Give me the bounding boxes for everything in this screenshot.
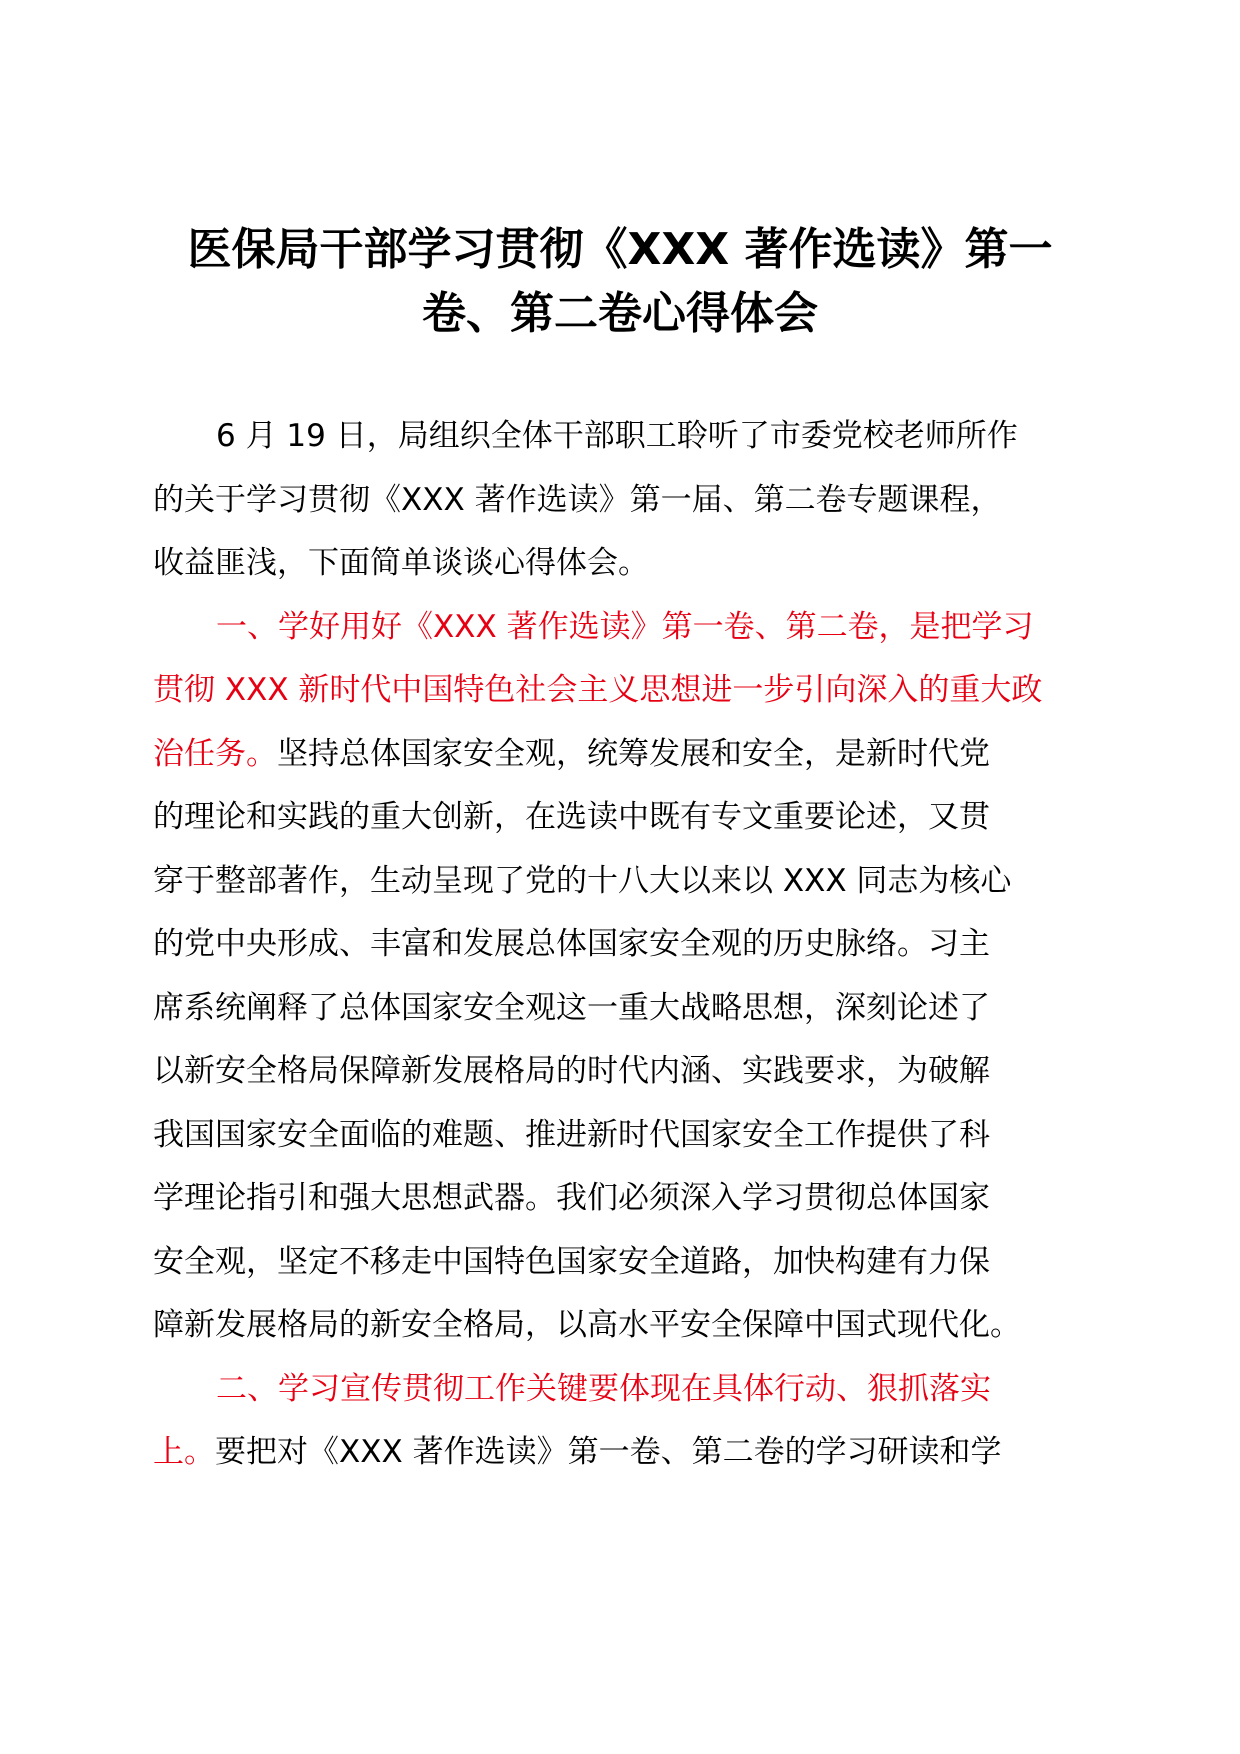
intro-line-3: 收益匪浅，下面简单谈谈心得体会。 <box>153 545 649 581</box>
title-line-1: 医保局干部学习贯彻《XXX 著作选读》第一 <box>187 224 1053 275</box>
section-one-body-line: 障新发展格局的新安全格局，以高水平安全保障中国式现代化。 <box>153 1307 1021 1343</box>
section-two-body-start: 要把对《XXX 著作选读》第一卷、第二卷的学习研读和学 <box>215 1434 1002 1470</box>
paragraph-section-two <box>153 1358 1093 1485</box>
intro-line-2: 的关于学习贯彻《XXX 著作选读》第一届、第二卷专题课程， <box>153 481 1002 518</box>
section-one-body-line: 安全观，坚定不移走中国特色国家安全道路，加快构建有力保 <box>153 1243 990 1280</box>
paragraph-section-one <box>153 596 1093 1358</box>
section-two-heading-line-1: 二、学习宣传贯彻工作关键要体现在具体行动、狠抓落实 <box>216 1370 991 1407</box>
section-one-body-line: 的党中央形成、丰富和发展总体国家安全观的历史脉络。习主 <box>153 926 990 962</box>
section-one-body-line: 席系统阐释了总体国家安全观这一重大战略思想，深刻论述了 <box>153 989 990 1026</box>
section-one-heading-line-1: 一、学好用好《XXX 著作选读》第一卷、第二卷，是把学习 <box>216 608 1034 645</box>
section-two-line-2 <box>153 1421 1093 1485</box>
section-one-body-start: 坚持总体国家安全观，统筹发展和安全，是新时代党 <box>277 735 990 772</box>
section-two-heading-end: 上。 <box>153 1434 215 1470</box>
paragraph-intro <box>153 405 1093 596</box>
document-body <box>153 405 1093 1485</box>
intro-line-1: 6 月 19 日，局组织全体干部职工聆听了市委党校老师所作 <box>216 418 1018 454</box>
section-one-heading-end: 治任务。 <box>153 735 277 772</box>
section-one-line-3 <box>153 723 1093 787</box>
section-one-body-line: 学理论指引和强大思想武器。我们必须深入学习贯彻总体国家 <box>153 1180 990 1216</box>
section-one-heading-line-2: 贯彻 XXX 新时代中国特色社会主义思想进一步引向深入的重大政 <box>153 672 1043 708</box>
document-title <box>150 218 1090 346</box>
section-one-body-line: 我国国家安全面临的难题、推进新时代国家安全工作提供了科 <box>153 1116 990 1153</box>
title-line-2: 卷、第二卷心得体会 <box>422 288 818 339</box>
section-one-body-line: 穿于整部著作，生动呈现了党的十八大以来以 XXX 同志为核心 <box>153 862 1012 899</box>
section-one-body-line: 的理论和实践的重大创新，在选读中既有专文重要论述，又贯 <box>153 799 990 835</box>
section-one-body-line: 以新安全格局保障新发展格局的时代内涵、实践要求，为破解 <box>153 1053 990 1089</box>
